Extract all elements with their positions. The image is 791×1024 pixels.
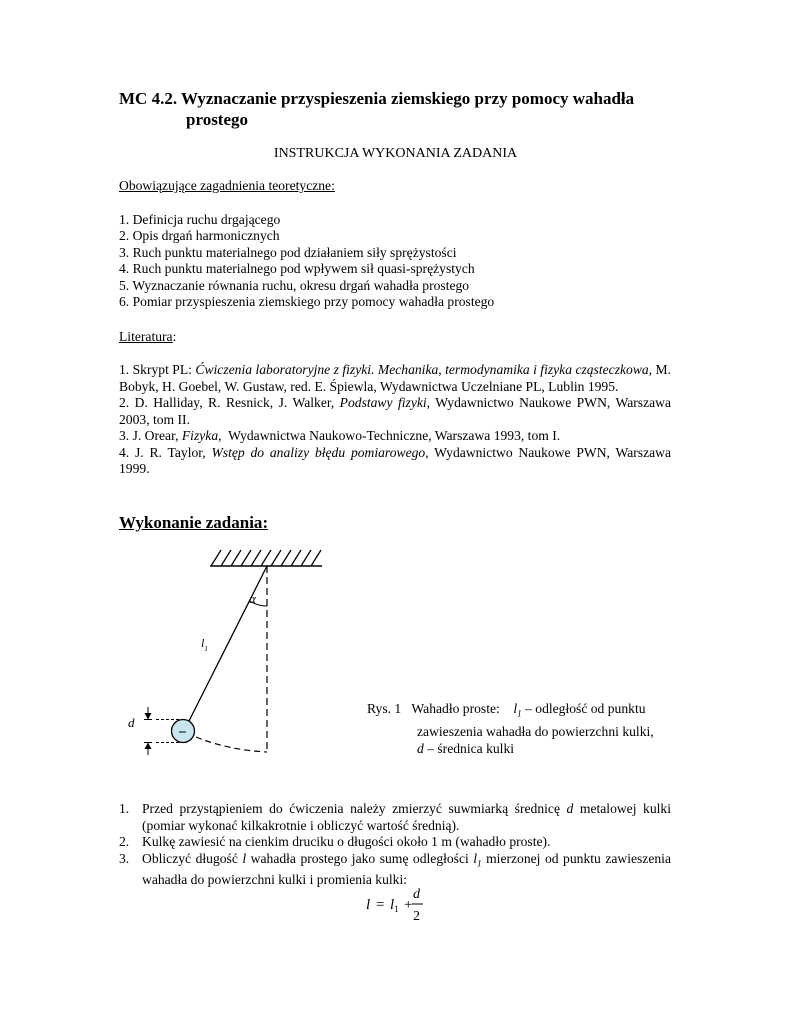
formula-lhs: l xyxy=(366,897,371,913)
literature-heading xyxy=(119,329,176,346)
pendulum-figure xyxy=(110,545,340,770)
formula-plus: + xyxy=(404,897,413,913)
literature-item: 4. J. R. Taylor, Wstęp do analizy błędu pomiarowego, Wydawnictwo Naukowe PWN, Warszawa 1999. xyxy=(119,444,671,476)
step-item: 2. Kulkę zawiesić na cienkim druciku o długości około 1 m (wahadło proste). xyxy=(119,834,551,849)
alpha-label: α xyxy=(249,591,256,606)
caption-line-3: d – średnica kulki xyxy=(417,740,515,756)
topics-heading: Obowiązujące zagadnienia teoretyczne: xyxy=(119,178,335,193)
l1-label: $l_1$ xyxy=(201,636,208,653)
topics-block xyxy=(119,178,494,311)
formula xyxy=(360,882,440,928)
literature-item: 1. Skrypt PL: Ćwiczenia laboratoryjne z fizyki. Mechanika, termodynamika i fizyka cząsteczkowa, M. Bobyk, H. Goebel, W. Gustaw, red. E. Śpiewla, Wydawnictwa Uczelniane PL, Lublin 1995. xyxy=(119,362,671,394)
steps-list xyxy=(119,801,671,888)
ceiling-hatch xyxy=(211,550,321,566)
section-title: Wykonanie zadania: xyxy=(119,513,269,532)
topic-item: 5. Wyznaczanie równania ruchu, okresu drgań wahadła prostego xyxy=(119,277,470,293)
literature-list xyxy=(119,362,671,478)
d-arrowhead-top xyxy=(145,713,152,720)
page-title xyxy=(119,88,679,130)
figure-caption xyxy=(367,700,677,757)
topic-item: 2. Opis drgań harmonicznych xyxy=(119,228,280,243)
formula-denominator: 2 xyxy=(413,909,420,924)
formula-eq: = xyxy=(376,897,385,913)
pendulum-ball xyxy=(172,720,195,743)
literature-item: 3. J. Orear, Fizyka, Wydawnictwa Naukowo-Techniczne, Warszawa 1993, tom I. xyxy=(119,428,561,443)
caption-line-1: Rys. 1 Wahadło proste: $l_1$ – odległość od punktu xyxy=(367,701,646,719)
d-arrowhead-bottom xyxy=(145,743,152,750)
caption-line-2: zawieszenia wahadła do powierzchni kulki, xyxy=(417,723,654,739)
title-line-1: MC 4.2. Wyznaczanie przyspieszenia ziemskiego przy pomocy wahadła xyxy=(119,89,635,108)
step-item: 3. Obliczyć długość l wahadła prostego jako sumę odległości $l_1$ mierzonej od punktu zawieszenia wahadła do powierzchni kulki i promienia kulki: xyxy=(119,850,671,887)
literature-heading-colon: : xyxy=(172,329,177,344)
d-label: d xyxy=(128,715,135,730)
subtitle: INSTRUKCJA WYKONANIA ZADANIA xyxy=(273,146,518,161)
topic-item: 1. Definicja ruchu drgającego xyxy=(119,211,281,227)
literature-item: 2. D. Halliday, R. Resnick, J. Walker, Podstawy fizyki, Wydawnictwo Naukowe PWN, Warszawa 2003, tom II. xyxy=(119,395,671,427)
title-line-2: prostego xyxy=(186,110,249,129)
swing-path xyxy=(196,737,267,752)
topic-item: 3. Ruch punktu materialnego pod działaniem siły sprężystości xyxy=(119,244,457,260)
topic-item: 6. Pomiar przyspieszenia ziemskiego przy pomocy wahadła prostego xyxy=(119,294,495,309)
formula-numerator: d xyxy=(413,887,420,902)
formula-l1: $l_1$ xyxy=(390,897,399,914)
literature-heading-text: Literatura xyxy=(119,329,173,344)
step-item: 1. Przed przystąpieniem do ćwiczenia należy zmierzyć suwmiarką średnicę d metalowej kulki (pomiar wykonać kilkakrotnie i obliczyć wartość średnią). xyxy=(119,801,671,833)
topic-item: 4. Ruch punktu materialnego pod wpływem sił quasi-sprężystych xyxy=(119,261,475,276)
